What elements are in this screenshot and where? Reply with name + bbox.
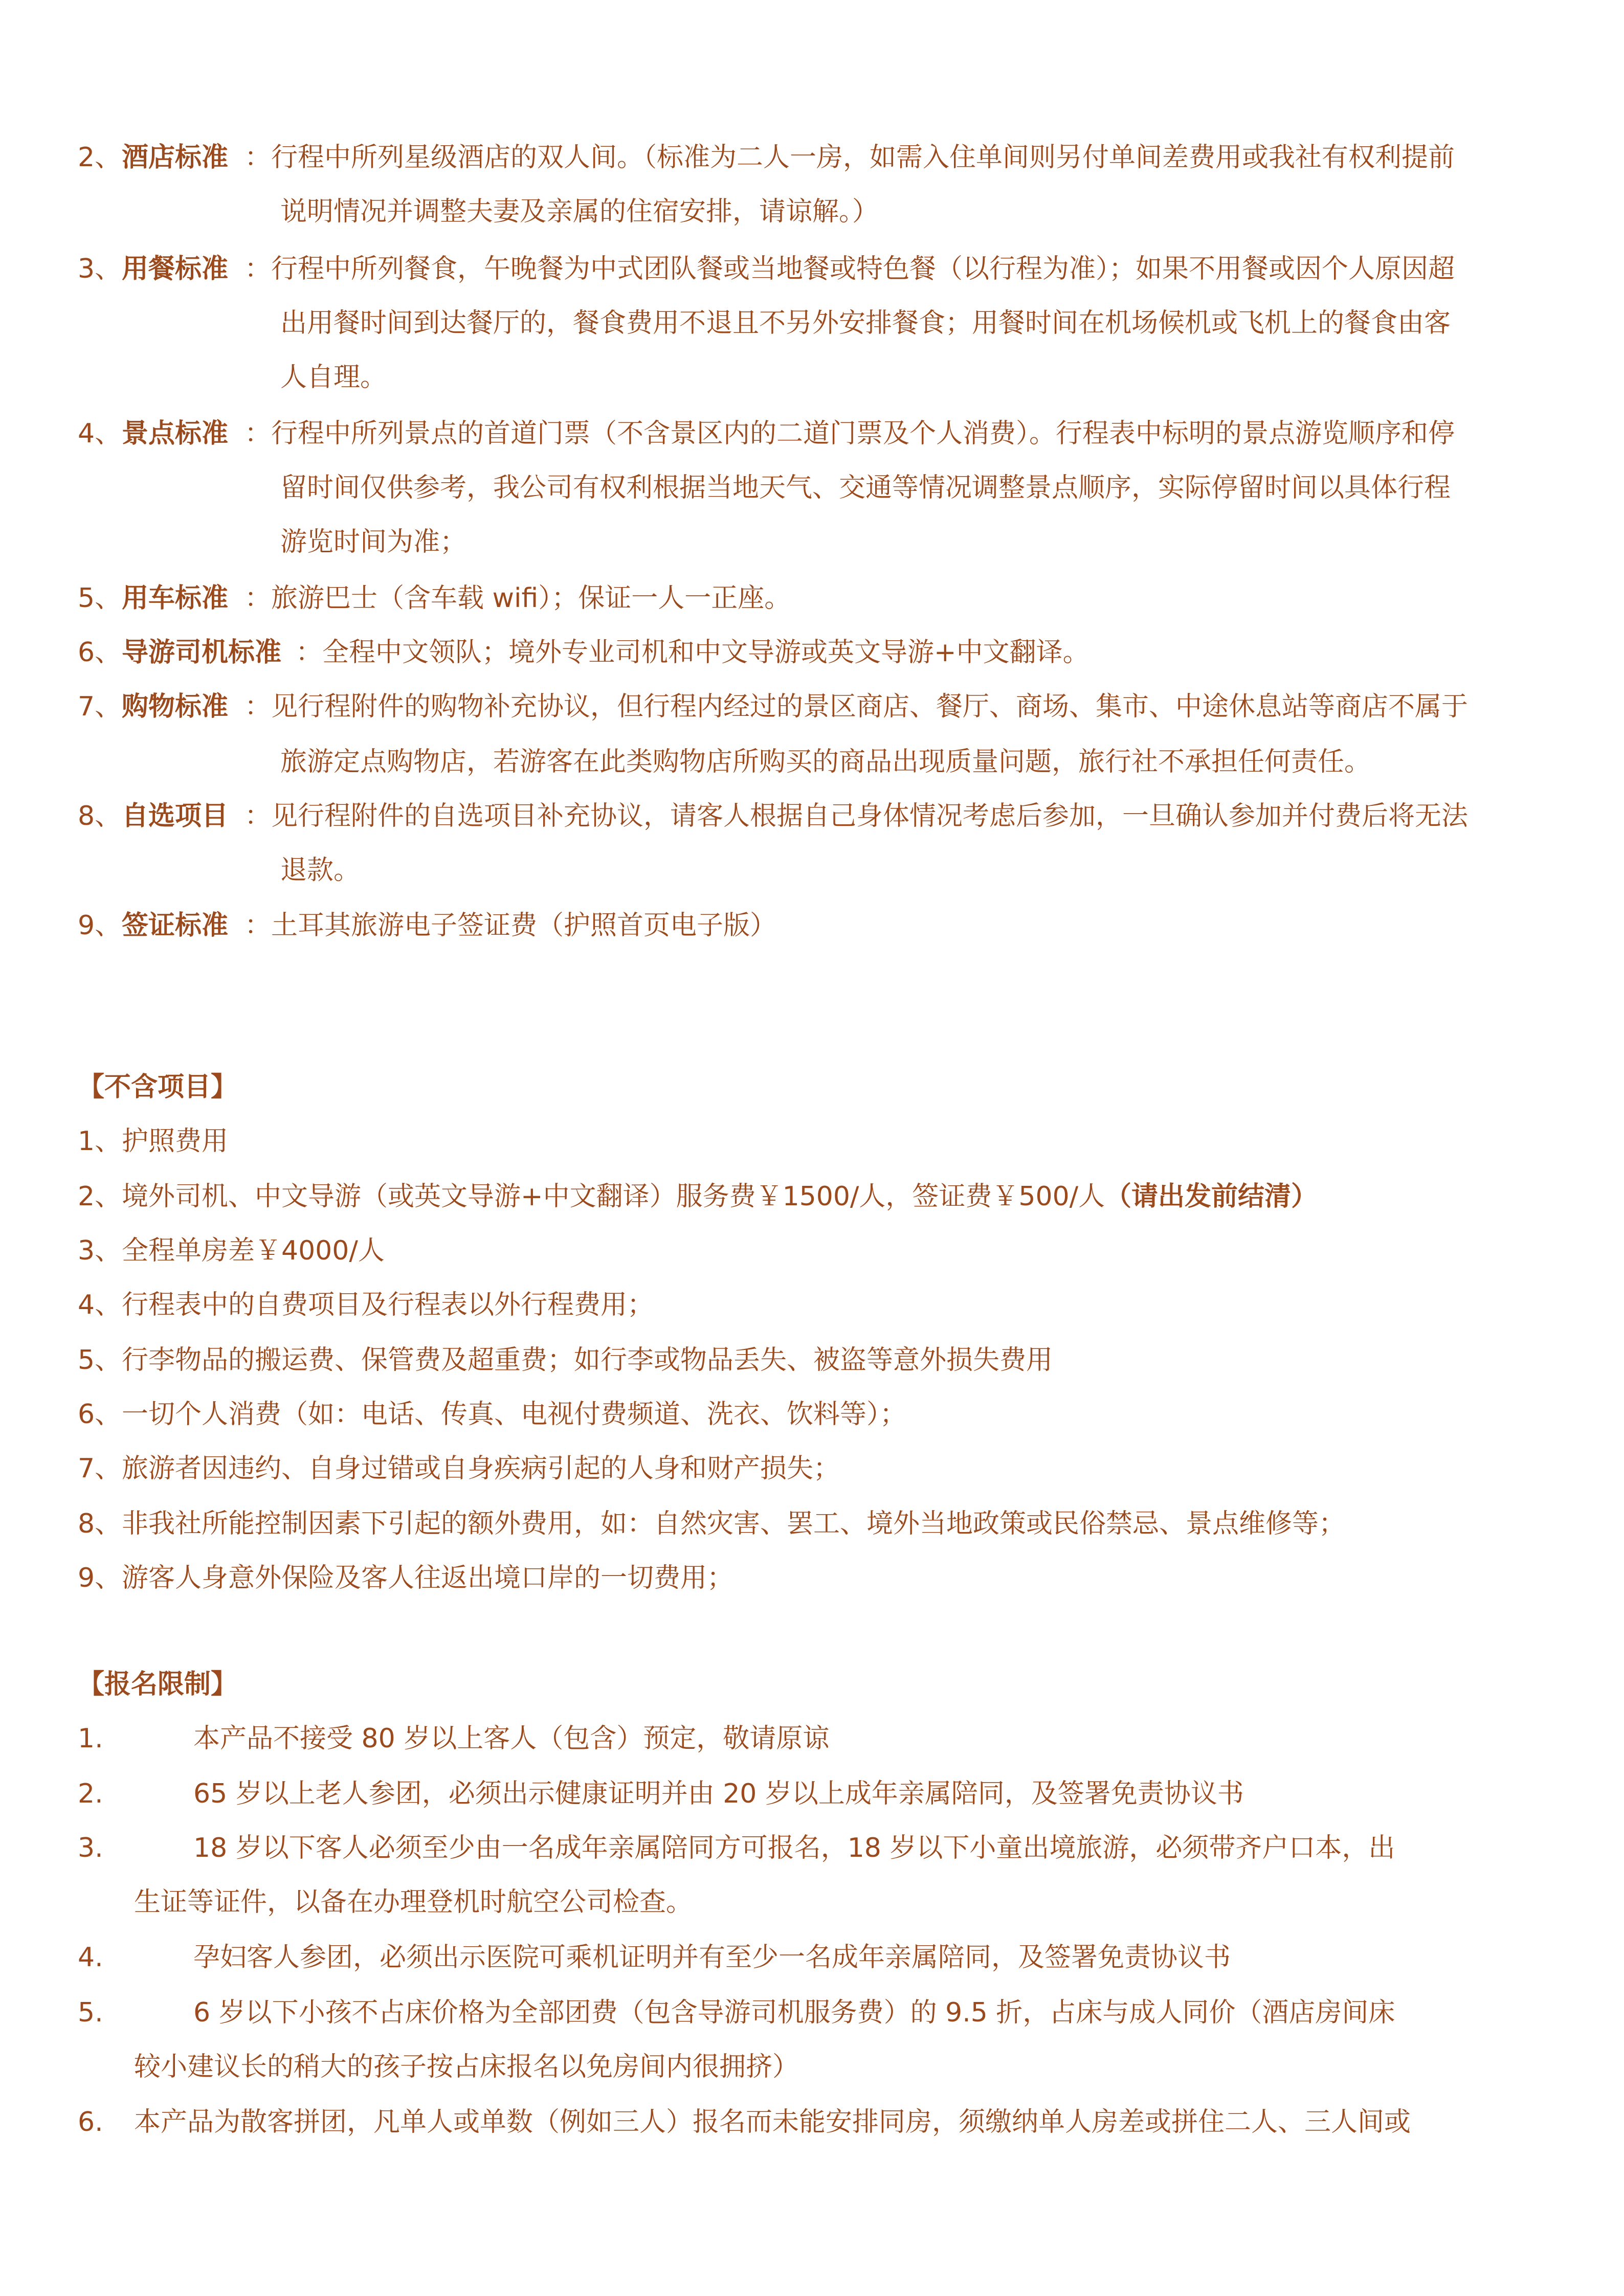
list-item-number: 4、 <box>78 1290 122 1320</box>
list-item-number: 6. <box>78 2107 103 2137</box>
list-item-number: 5、 <box>78 1345 122 1376</box>
item-label: 自选项目 <box>122 801 229 831</box>
list-item-number: 1. <box>78 1723 103 1754</box>
list-item-number: 6、 <box>78 1399 122 1430</box>
item-number: 9、 <box>78 910 122 941</box>
item-number: 2、 <box>78 142 122 173</box>
item-text-line: ：见行程附件的自选项目补充协议，请客人根据自己身体情况考虑后参加，一旦确认参加并付费后将无法 <box>244 801 1469 831</box>
item-text-line: ：行程中所列餐食，午晚餐为中式团队餐或当地餐或特色餐（以行程为准）；如果不用餐或因个人原因超 <box>244 254 1455 284</box>
list-item: 6 岁以下小孩不占床价格为全部团费（包含导游司机服务费）的 9.5 折，占床与成人同价（酒店房间床 <box>193 1997 1395 2028</box>
item-text-line: 人自理。 <box>280 362 387 393</box>
list-item-number: 4. <box>78 1942 103 1973</box>
item-number: 7、 <box>78 691 122 722</box>
list-item-number: 1、 <box>78 1126 122 1157</box>
list-item: 一切个人消费（如：电话、传真、电视付费频道、洗衣、饮料等）； <box>122 1399 907 1430</box>
list-item: 游客人身意外保险及客人往返出境口岸的一切费用； <box>122 1563 734 1593</box>
list-item-number: 7、 <box>78 1453 122 1484</box>
list-item: 本产品为散客拼团，凡单人或单数（例如三人）报名而未能安排同房，须缴纳单人房差或拼住二人、三人间或 <box>134 2107 1411 2137</box>
settle-before-departure-note: （请出发前结清） <box>1105 1181 1318 1212</box>
list-item: 非我社所能控制因素下引起的额外费用，如：自然灾害、罢工、境外当地政策或民俗禁忌、景点维修等； <box>122 1509 1346 1539</box>
item-text-line: ：行程中所列景点的首道门票（不含景区内的二道门票及个人消费）。行程表中标明的景点游览顺序和停 <box>244 418 1455 449</box>
list-item-number: 9、 <box>78 1563 122 1593</box>
item-text-line: 旅游定点购物店，若游客在此类购物店所购买的商品出现质量问题，旅行社不承担任何责任。 <box>280 747 1371 777</box>
list-item: 全程单房差￥4000/人 <box>122 1235 385 1266</box>
item-number: 8、 <box>78 801 122 831</box>
item-number: 5、 <box>78 583 122 614</box>
list-item: 护照费用 <box>122 1126 229 1157</box>
item-number: 3、 <box>78 254 122 284</box>
list-item: 18 岁以下客人必须至少由一名成年亲属陪同方可报名，18 岁以下小童出境旅游，必须带齐户口本，出 <box>193 1833 1395 1863</box>
item-text-line: 游览时间为准； <box>280 527 467 557</box>
list-item-number: 8、 <box>78 1509 122 1539</box>
item-text-line: 退款。 <box>280 855 361 886</box>
section-heading: 【报名限制】 <box>78 1669 238 1700</box>
list-item: 行李物品的搬运费、保管费及超重费；如行李或物品丢失、被盗等意外损失费用 <box>122 1345 1053 1376</box>
list-item-number: 2. <box>78 1779 103 1809</box>
item-text-line: 说明情况并调整夫妻及亲属的住宿安排，请谅解。） <box>280 196 879 227</box>
list-item-number: 3、 <box>78 1235 122 1266</box>
item-label: 购物标准 <box>122 691 229 722</box>
list-item: 行程表中的自费项目及行程表以外行程费用； <box>122 1290 654 1320</box>
item-text-line: 留时间仅供参考，我公司有权利根据当地天气、交通等情况调整景点顺序，实际停留时间以具体行程 <box>280 472 1451 503</box>
list-item-continuation: 生证等证件，以备在办理登机时航空公司检查。 <box>134 1887 693 1918</box>
item-text-line: 出用餐时间到达餐厅的，餐食费用不退且不另外安排餐食；用餐时间在机场候机或飞机上的餐食由客 <box>280 308 1451 339</box>
list-item-number: 3. <box>78 1833 103 1863</box>
list-item: 旅游者因违约、自身过错或自身疾病引起的人身和财产损失； <box>122 1453 840 1484</box>
item-number: 6、 <box>78 637 122 668</box>
item-text-line: ：全程中文领队；境外专业司机和中文导游或英文导游+中文翻译。 <box>296 637 1089 668</box>
item-label: 酒店标准 <box>122 142 229 173</box>
item-label: 用车标准 <box>122 583 229 614</box>
list-item-number: 5. <box>78 1997 103 2028</box>
item-number: 4、 <box>78 418 122 449</box>
list-item-number: 2、 <box>78 1181 122 1212</box>
item-label: 导游司机标准 <box>122 637 282 668</box>
list-item-continuation: 较小建议长的稍大的孩子按占床报名以免房间内很拥挤） <box>134 2052 799 2082</box>
section-heading: 【不含项目】 <box>78 1072 238 1102</box>
list-item: 境外司机、中文导游（或英文导游+中文翻译）服务费￥1500/人，签证费￥500/人 <box>122 1181 1105 1212</box>
item-label: 用餐标准 <box>122 254 229 284</box>
item-text-line: ：土耳其旅游电子签证费（护照首页电子版） <box>244 910 777 941</box>
item-text-line: ：旅游巴士（含车载 wifi）；保证一人一正座。 <box>244 583 791 614</box>
list-item: 孕妇客人参团，必须出示医院可乘机证明并有至少一名成年亲属陪同，及签署免责协议书 <box>193 1942 1231 1973</box>
item-label: 景点标准 <box>122 418 229 449</box>
item-label: 签证标准 <box>122 910 229 941</box>
item-text-line: ：行程中所列星级酒店的双人间。（标准为二人一房，如需入住单间则另付单间差费用或我社有权利提前 <box>244 142 1455 173</box>
list-item: 本产品不接受 80 岁以上客人（包含）预定，敬请原谅 <box>193 1723 830 1754</box>
item-text-line: ：见行程附件的购物补充协议，但行程内经过的景区商店、餐厅、商场、集市、中途休息站等商店不属于 <box>244 691 1469 722</box>
list-item: 65 岁以上老人参团，必须出示健康证明并由 20 岁以上成年亲属陪同，及签署免责协议书 <box>193 1779 1244 1809</box>
